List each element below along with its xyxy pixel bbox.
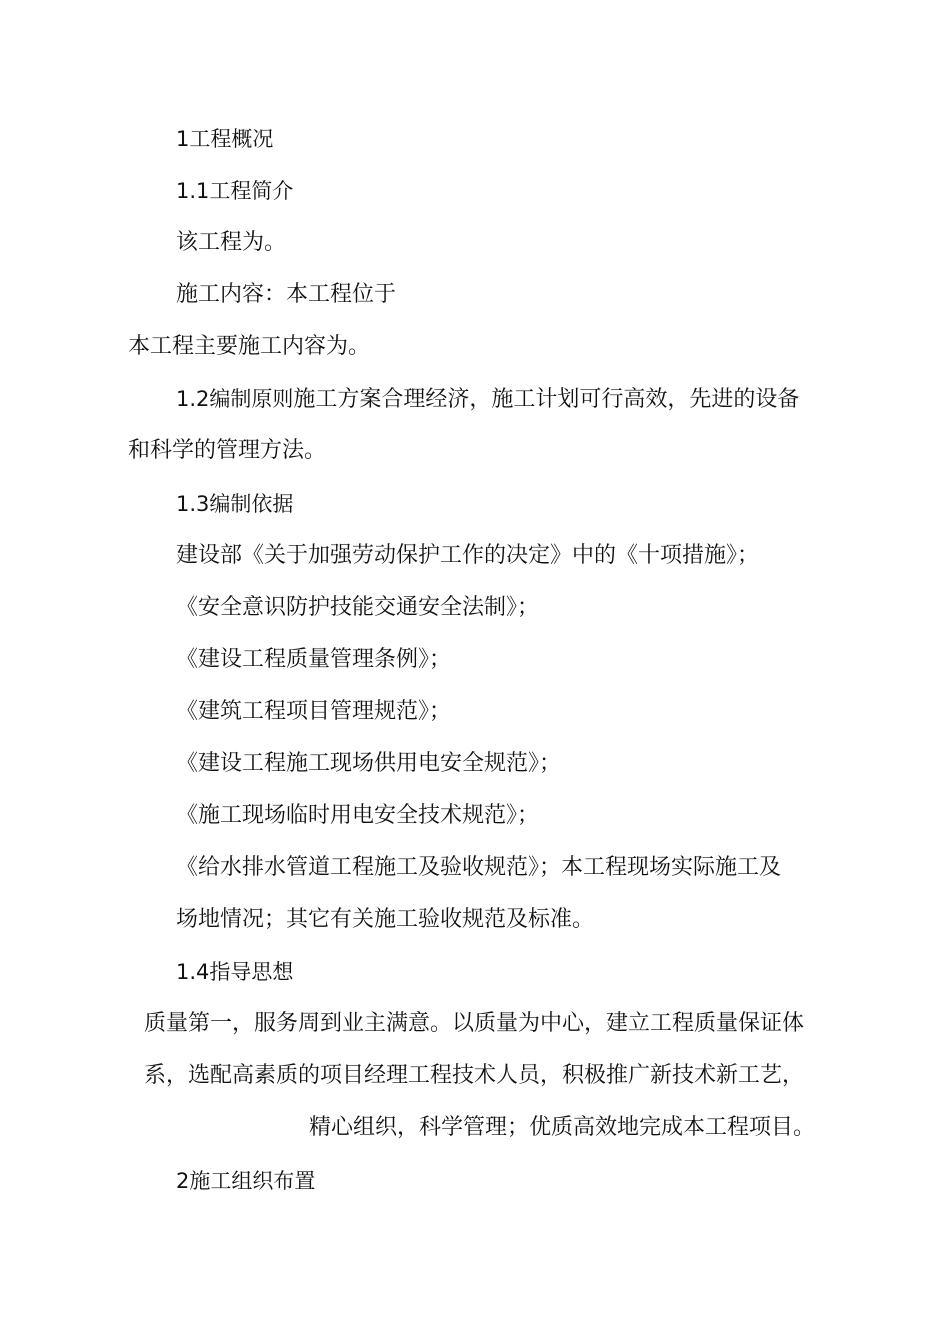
section-heading-2: 2施工组织布置 (176, 1169, 316, 1193)
principles-text: 施工方案合理经济，施工计划可行高效，先进的设备 (293, 387, 800, 412)
basis-item: 《安全意识防护技能交通安全法制》； (176, 595, 540, 620)
paragraph-main-content: 本工程主要施工内容为。 (128, 334, 371, 359)
guiding-line: 精心组织，科学管理；优质高效地完成本工程项目。 (309, 1115, 816, 1140)
paragraph-project-is: 该工程为。 (176, 230, 287, 255)
basis-item: 《建筑工程项目管理规范》； (176, 699, 452, 724)
section-heading-1: 1工程概况 (176, 127, 274, 151)
section-heading-1-3: 1.3编制依据 (176, 492, 294, 516)
paragraph-construction-content: 施工内容：本工程位于 (176, 282, 397, 307)
basis-item: 《给水排水管道工程施工及验收规范》；本工程现场实际施工及 (176, 855, 782, 880)
section-heading-1-4: 1.4指导思想 (176, 960, 294, 984)
paragraph-principles (176, 384, 799, 415)
guiding-line: 系，选配高素质的项目经理工程技术人员，积极推广新技术新工艺， (144, 1063, 805, 1088)
basis-item: 建设部《关于加强劳动保护工作的决定》中的《十项措施》； (176, 543, 760, 568)
section-heading-1-2: 1.2编制原则 (176, 387, 294, 411)
basis-item: 《建设工程施工现场供用电安全规范》； (176, 751, 562, 776)
basis-item: 《建设工程质量管理条例》； (176, 647, 452, 672)
guiding-line: 质量第一，服务周到业主满意。以质量为中心，建立工程质量保证体 (144, 1011, 805, 1036)
basis-item: 场地情况；其它有关施工验收规范及标准。 (176, 907, 595, 932)
section-heading-1-1: 1.1工程简介 (176, 179, 294, 203)
principles-text-continued: 和科学的管理方法。 (128, 438, 327, 463)
basis-item: 《施工现场临时用电安全技术规范》； (176, 803, 540, 828)
